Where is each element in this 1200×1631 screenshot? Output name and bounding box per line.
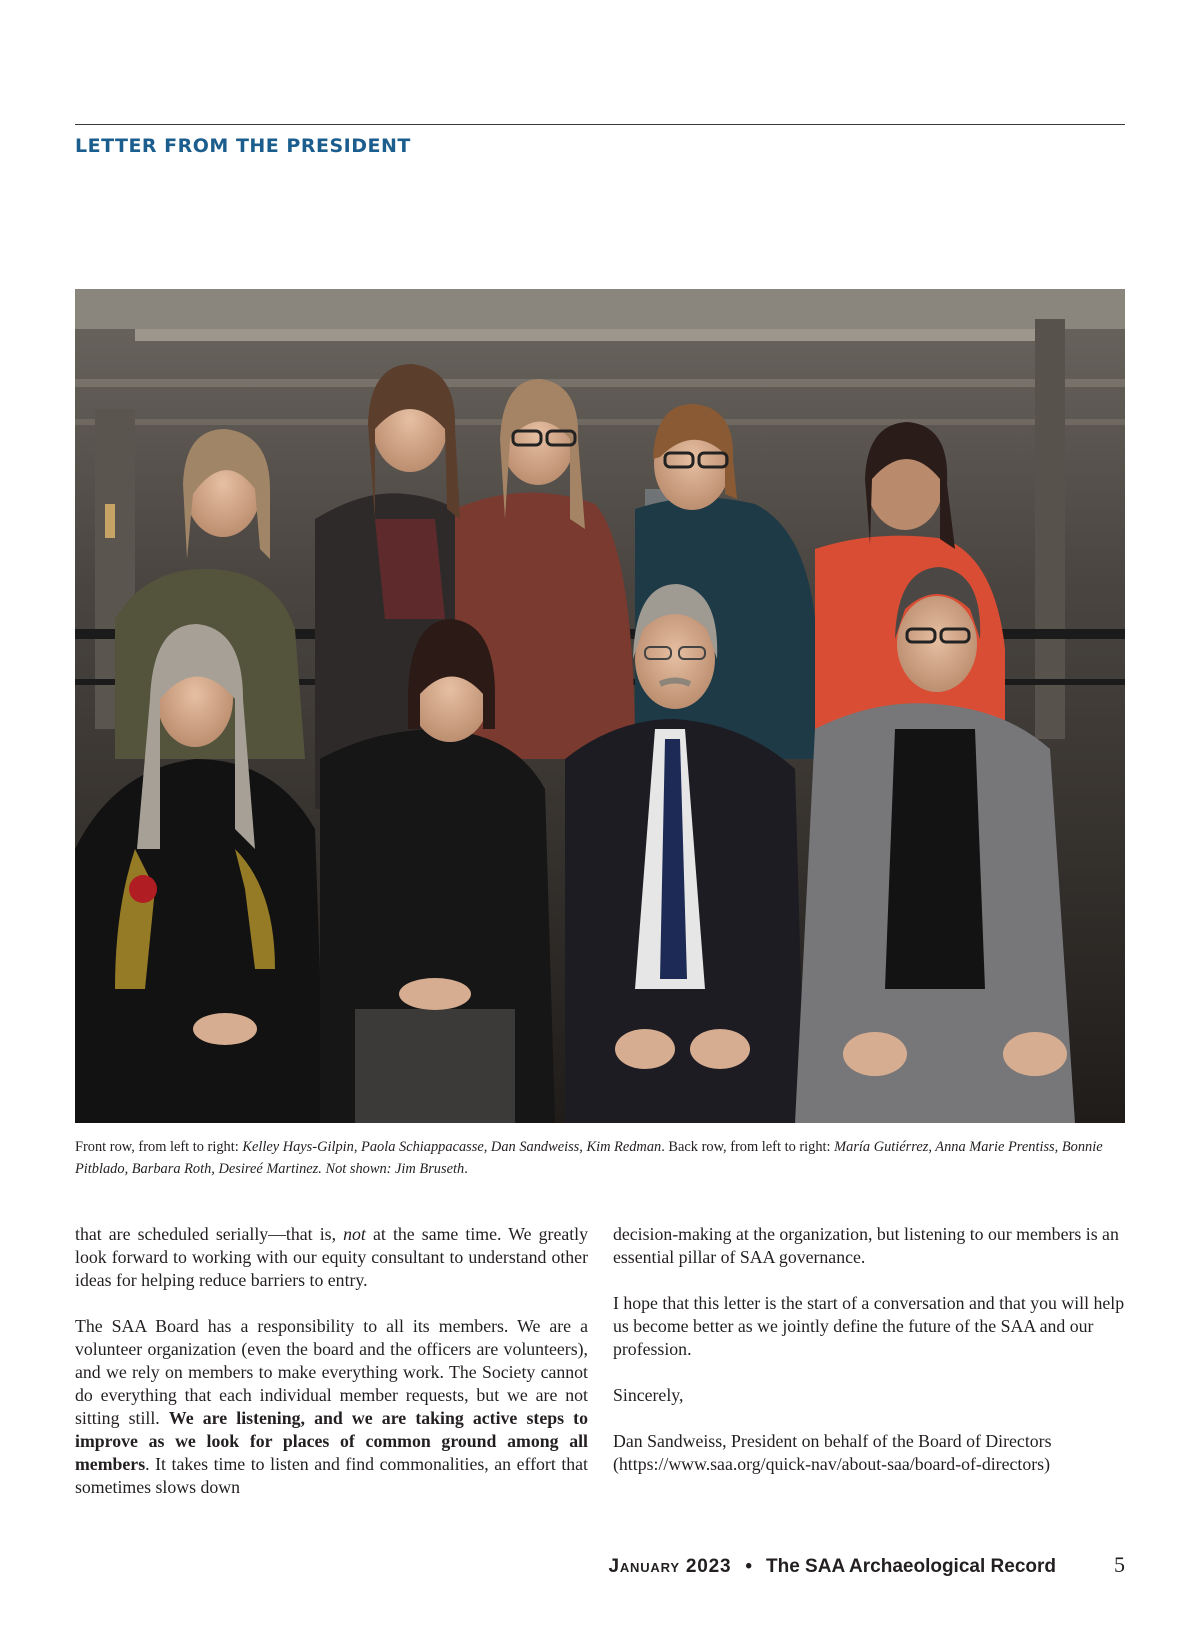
footer-separator: • bbox=[745, 1556, 752, 1577]
text-run: The SAA Board has a responsibility to all its members. We are a volunteer organization (even the board and the officers are volunteers), and we rely on members to make everything work. The Society cannot do everything that each individual member requests, but we are not sitting still. bbox=[75, 1316, 588, 1428]
signature-line: Dan Sandweiss, President on behalf of the Board of Directors (https://www.saa.org/quick-nav/about-saa/board-of-directors) bbox=[613, 1431, 1052, 1474]
photo-caption bbox=[75, 1136, 1125, 1180]
issue-date: January 2023 bbox=[608, 1556, 732, 1577]
caption-front-names: Kelley Hays-Gilpin, Paola Schiappacasse, Dan Sandweiss, Kim Redman bbox=[242, 1139, 662, 1155]
emphasis-not: not bbox=[343, 1224, 366, 1244]
caption-back-prefix: . Back row, from left to right: bbox=[661, 1139, 835, 1155]
group-photo-icon bbox=[75, 289, 1125, 1123]
text-run: at the same time. We greatly look forward to working with our equity consultant to understand other ideas for helping reduce barriers to entry. bbox=[75, 1224, 589, 1290]
bold-statement: We are listening, and we are taking active steps to improve as we look for places of common ground among all members bbox=[75, 1408, 588, 1474]
sign-off: Sincerely, bbox=[613, 1385, 684, 1405]
text-run: that are scheduled serially—that is, bbox=[75, 1224, 344, 1244]
caption-back-names: María Gutiérrez, Anna Marie Prentiss, Bonnie Pitblado, Barbara Roth, Desireé Martinez. Not shown: Jim Bruseth bbox=[75, 1139, 1103, 1177]
paragraph: I hope that this letter is the start of a conversation and that you will help us become better as we jointly define the future of the SAA and our profession. bbox=[613, 1293, 1125, 1359]
page-number: 5 bbox=[1114, 1552, 1125, 1577]
journal-title: The SAA Archaeological Record bbox=[766, 1556, 1056, 1577]
section-label: LETTER FROM THE PRESIDENT bbox=[75, 135, 411, 157]
header-rule bbox=[75, 124, 1125, 125]
page-footer bbox=[609, 1552, 1126, 1582]
caption-end: . bbox=[464, 1161, 468, 1177]
body-column-right bbox=[613, 1223, 1126, 1499]
text-run: . It takes time to listen and find commonalities, an effort that sometimes slows down bbox=[75, 1454, 588, 1497]
paragraph: decision-making at the organization, but listening to our members is an essential pillar of SAA governance. bbox=[613, 1224, 1119, 1267]
group-photo bbox=[75, 289, 1125, 1123]
paragraph bbox=[75, 1223, 588, 1292]
body-column-left bbox=[75, 1223, 588, 1522]
paragraph bbox=[75, 1315, 588, 1499]
caption-front-prefix: Front row, from left to right: bbox=[75, 1139, 243, 1155]
